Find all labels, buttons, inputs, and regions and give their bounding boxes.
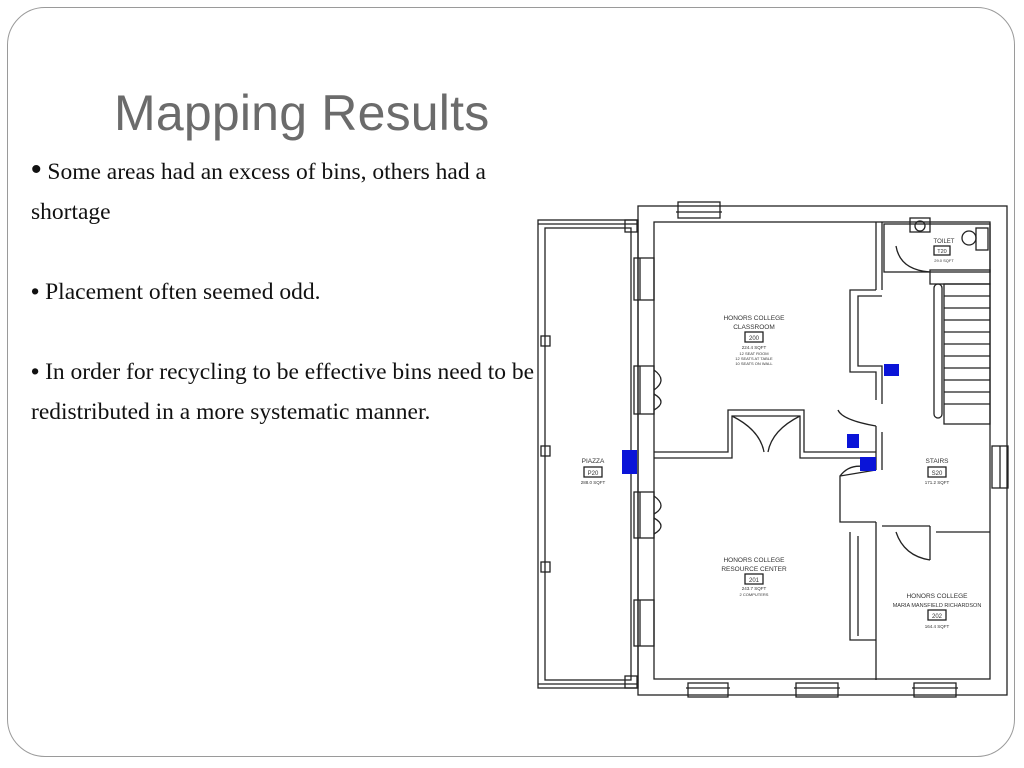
- room-area-toilet: 29.0 SQFT: [934, 258, 954, 263]
- room-number-toilet: T20: [937, 249, 947, 255]
- room-number-piazza: P20: [587, 471, 599, 477]
- room-label-piazza: PIAZZA: [581, 458, 605, 465]
- floor-plan-walls: [538, 202, 1008, 697]
- recycling-bin-marker: [622, 450, 637, 474]
- bullet-marker: •: [31, 153, 42, 186]
- room-number-stairs: S20: [931, 471, 943, 477]
- room-label-richardson-line1: HONORS COLLEGE: [906, 593, 968, 600]
- recycling-bin-marker: [884, 364, 899, 376]
- bullet-list: [31, 150, 541, 471]
- slide-title: Mapping Results: [114, 85, 490, 141]
- bullet-text: Some areas had an excess of bins, others had a shortage: [31, 159, 486, 225]
- room-number-resource: 201: [748, 578, 760, 584]
- room-detail-classroom: 10 SEATS ON WALL: [735, 361, 773, 366]
- bullet-text: Placement often seemed odd.: [45, 279, 321, 305]
- room-label-resource-line2: RESOURCE CENTER: [721, 566, 787, 573]
- bullet-text: In order for recycling to be effective bins need to be redistributed in a more systematic manner.: [31, 359, 535, 425]
- room-detail-classroom: 12 SEAT ROOM: [739, 351, 769, 356]
- bullet-item-1: [31, 150, 541, 232]
- recycling-bin-marker: [847, 434, 859, 448]
- bullet-item-2: [31, 271, 541, 312]
- room-area-classroom: 224.4 SQFT: [741, 345, 767, 350]
- room-label-classroom-line1: HONORS COLLEGE: [723, 315, 785, 322]
- room-detail-classroom: 12 SEATS AT TABLE: [735, 356, 773, 361]
- room-number-richardson: 202: [931, 614, 943, 620]
- room-label-richardson-line2: MARIA MANSFIELD RICHARDSON: [892, 603, 982, 609]
- room-detail-resource: 2 COMPUTERS: [739, 592, 769, 597]
- bullet-marker: •: [31, 278, 40, 304]
- recycling-bin-marker: [860, 457, 876, 471]
- room-area-resource: 243.7 SQFT: [741, 586, 767, 591]
- room-label-stairs: STAIRS: [925, 458, 949, 465]
- floor-plan-drawing: [534, 196, 1020, 702]
- bullet-item-3: [31, 351, 541, 432]
- room-number-classroom: 200: [748, 336, 760, 342]
- room-label-resource-line1: HONORS COLLEGE: [723, 557, 785, 564]
- room-label-toilet: TOILET: [933, 239, 955, 245]
- room-area-richardson: 164.4 SQFT: [924, 624, 950, 629]
- room-area-piazza: 288.0 SQFT: [580, 480, 606, 485]
- room-label-classroom-line2: CLASSROOM: [733, 324, 775, 331]
- bullet-marker: •: [31, 358, 40, 384]
- room-area-stairs: 171.2 SQFT: [924, 480, 950, 485]
